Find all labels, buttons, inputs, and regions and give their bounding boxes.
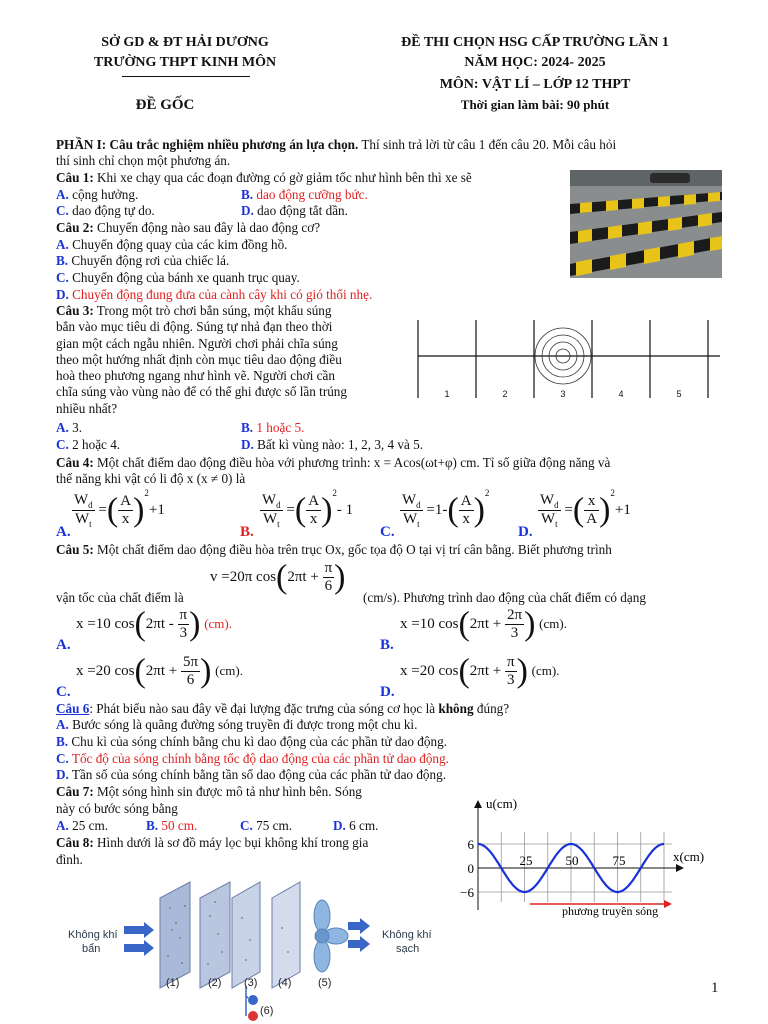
air-purifier-diagram bbox=[60, 868, 460, 1024]
q3-options-row2: C. 2 hoặc 4. D. Bất kì vùng nào: 1, 2, 3, 4 và 5. bbox=[56, 437, 424, 452]
q3-options-row1: A. 3. B. 1 hoặc 5. bbox=[56, 420, 305, 435]
q4-letter-b: B. bbox=[240, 524, 254, 540]
x-tick-25: 25 bbox=[519, 853, 533, 868]
q6-option-a: A. Bước sóng là quãng đường sóng truyền đi được trong một chu kì. bbox=[56, 717, 418, 732]
part-label-2: (2) bbox=[208, 977, 222, 989]
q2-stem: Câu 2: Chuyển động nào sau đây là dao động cơ? bbox=[56, 220, 321, 235]
zone-label-5: 5 bbox=[676, 389, 682, 399]
wave-graph bbox=[440, 792, 740, 922]
school-year: NĂM HỌC: 2024- 2025 bbox=[464, 55, 606, 70]
q7-stem: Câu 7: Một sóng hình sin được mô tả như hình bên. Sóng này có bước sóng bằng bbox=[56, 784, 362, 816]
part-label-4: (4) bbox=[278, 977, 292, 989]
part-label-1: (1) bbox=[166, 977, 180, 989]
q6-stem: Câu 6: Phát biểu nào sau đây về đại lượng đặc trưng của sóng cơ học là không đúng? bbox=[56, 701, 510, 716]
q5-stem: Câu 5: Một chất điểm dao động điều hòa trên trục Ox, gốc tọa độ O tại vị trí cân bằng. Biết phương trình bbox=[56, 542, 612, 557]
q5-letter-d: D. bbox=[380, 684, 395, 700]
q4-formula-c: $\frac{W_d}{W_t}$ =1-( $\frac{A}{x}$ )$^2$ bbox=[402, 488, 490, 530]
part1-desc: thí sinh chỉ chọn một phương án. bbox=[56, 153, 231, 168]
clean-air-label: Không khí bbox=[382, 929, 432, 941]
q4-formula-a: $\frac{W_d}{W_t}$ =( $\frac{A}{x}$ )$^2$+1 bbox=[74, 488, 165, 530]
q1-options-row2: C. dao động tự do. D. dao động tắt dần. bbox=[56, 203, 348, 218]
y-tick-6: 6 bbox=[467, 837, 474, 852]
q2-option-c: C. Chuyển động của bánh xe quanh trục quay. bbox=[56, 270, 300, 285]
part-label-3: (3) bbox=[244, 977, 258, 989]
q8-stem: Câu 8: Hình dưới là sơ đồ máy lọc bụi không khí trong gia đình. bbox=[56, 835, 369, 867]
q2-option-d: D. Chuyển động đung đưa của cành cây khi có gió thổi nhẹ. bbox=[56, 287, 373, 302]
y-tick-neg6: −6 bbox=[460, 885, 474, 900]
q6-option-d: D. Tần số của sóng chính bằng tần số dao động của các phần tử dao động. bbox=[56, 767, 446, 782]
dirty-air-label-2: bẩn bbox=[82, 943, 101, 955]
q5-options bbox=[56, 607, 756, 707]
page-number: 1 bbox=[711, 980, 719, 996]
q5-formula-a: x =10 cos(2πt - $\frac{\pi}{3}$ ) (cm). bbox=[76, 605, 232, 643]
header-underline bbox=[122, 76, 250, 77]
q5-letter-c: C. bbox=[56, 684, 71, 700]
y-axis-label: u(cm) bbox=[486, 796, 518, 811]
q6-option-c: C. Tốc độ của sóng chính bằng tốc độ dao động của các phần tử dao động. bbox=[56, 751, 449, 766]
q4-formula-d: $\frac{W_d}{W_t}$ =( $\frac{x}{A}$ )$^2$+1 bbox=[540, 488, 631, 530]
x-tick-50: 50 bbox=[565, 853, 579, 868]
filter-panels bbox=[160, 882, 300, 988]
part-label-5: (5) bbox=[318, 977, 332, 989]
q5-formula-b: x =10 cos(2πt + $\frac{2\pi}{3}$ ) (cm). bbox=[400, 605, 567, 643]
zone-label-4: 4 bbox=[618, 389, 624, 399]
subject: MÔN: VẬT LÍ – LỚP 12 THPT bbox=[439, 77, 631, 92]
q5-letter-b: B. bbox=[380, 637, 394, 653]
dept-name: SỞ GD & ĐT HẢI DƯƠNG bbox=[101, 35, 269, 50]
q4-letter-c: C. bbox=[380, 524, 395, 540]
school-name: TRƯỜNG THPT KINH MÔN bbox=[93, 55, 277, 70]
propagation-label: phương truyền sóng bbox=[562, 904, 659, 918]
q5-letter-a: A. bbox=[56, 637, 71, 653]
q1-stem: Câu 1: Khi xe chạy qua các đoạn đường có gờ giảm tốc như hình bên thì xe sẽ bbox=[56, 170, 472, 185]
q4-letter-a: A. bbox=[56, 524, 71, 540]
target-zone-diagram bbox=[414, 320, 726, 406]
exam-code: ĐỀ GỐC bbox=[135, 97, 195, 113]
fan-icon bbox=[314, 900, 348, 972]
q4-formula-b: $\frac{W_d}{W_t}$ =( $\frac{A}{x}$ )$^2$- 1 bbox=[262, 488, 354, 530]
q7-options: A. 25 cm. B. 50 cm. C. 75 cm. D. 6 cm. bbox=[56, 818, 379, 833]
q1-options-row1: A. cộng hưởng. B. dao động cưỡng bức. bbox=[56, 187, 368, 202]
q4-letter-d: D. bbox=[518, 524, 533, 540]
q2-option-a: A. Chuyển động quay của các kim đồng hồ. bbox=[56, 237, 288, 252]
y-tick-0: 0 bbox=[467, 861, 474, 876]
q2-option-b: B. Chuyển động rơi của chiếc lá. bbox=[56, 253, 230, 268]
x-tick-75: 75 bbox=[612, 853, 626, 868]
q4-options bbox=[56, 488, 756, 544]
part-label-6: (6) bbox=[260, 1005, 274, 1017]
x-axis-label: x(cm) bbox=[673, 849, 705, 864]
dirty-air-label: Không khí bbox=[68, 929, 118, 941]
zone-label-2: 2 bbox=[502, 389, 508, 399]
q4-stem-2: thế năng khi vật có li độ x (x ≠ 0) là bbox=[56, 471, 246, 486]
zone-label-3: 3 bbox=[560, 389, 566, 399]
exam-title: ĐỀ THI CHỌN HSG CẤP TRƯỜNG LẦN 1 bbox=[401, 35, 669, 50]
q5-formula-c: x =20 cos(2πt + $\frac{5\pi}{6}$ ) (cm). bbox=[76, 652, 243, 690]
clean-air-label-2: sạch bbox=[396, 943, 420, 955]
part1-title: PHẦN I: Câu trắc nghiệm nhiều phương án lựa chọn. Thí sinh trả lời từ câu 1 đến câu 20. Mỗi câu hỏi bbox=[56, 137, 617, 152]
q5-stem-2: vận tốc của chất điểm là (cm/s). Phương trình dao động của chất điểm có dạng bbox=[56, 590, 646, 605]
q5-formula-d: x =20 cos(2πt + $\frac{\pi}{3}$ ) (cm). bbox=[400, 652, 560, 690]
q3-stem: Câu 3: Trong một trò chơi bắn súng, một khẩu súng bắn vào mục tiêu di động. Súng tự nhả đạn theo thời gian một cách ngẫu nhiên. Người chơi phải chĩa súng theo một hướng nhất định còn mục tiêu dao động điều hoà theo phương ngang như hình vẽ. Người chơi cần chĩa súng vào vùng nào để có thể ghi được số lần trúng nhiều nhất? bbox=[56, 303, 347, 416]
q5-velocity-formula: v =20π cos(2πt + $\frac{\pi}{6}$ ) bbox=[210, 558, 346, 596]
q4-stem: Câu 4: Một chất điểm dao động điều hòa với phương trình: x = Acos(ωt+φ) cm. Tỉ số giữa động năng và bbox=[56, 455, 611, 470]
q6-option-b: B. Chu kì của sóng chính bằng chu kì dao động của các phần tử dao động. bbox=[56, 734, 447, 749]
duration: Thời gian làm bài: 90 phút bbox=[460, 97, 610, 112]
zone-label-1: 1 bbox=[444, 389, 450, 399]
